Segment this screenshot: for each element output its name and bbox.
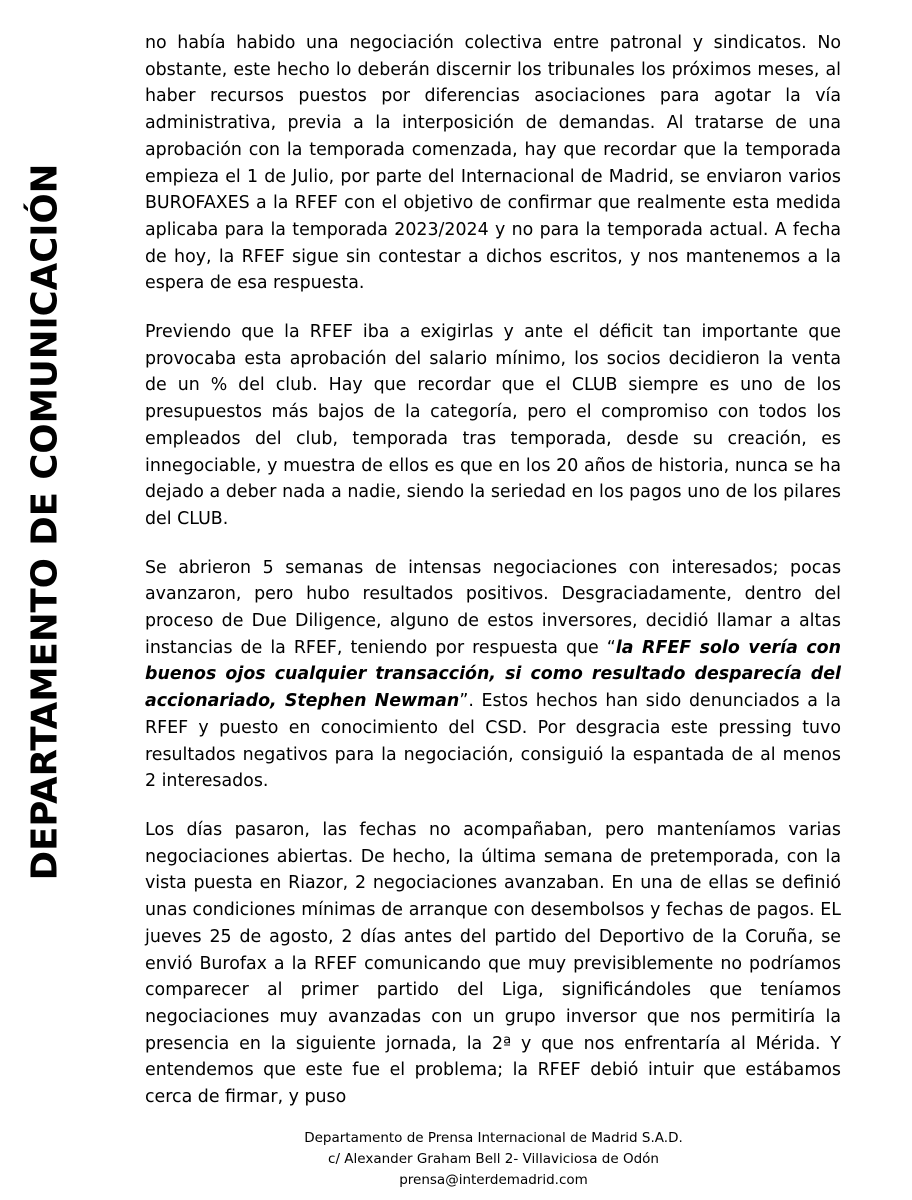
footer-email: prensa@interdemadrid.com (399, 1172, 588, 1188)
paragraph-3-quote: la RFEF solo vería con buenos ojos cualquier transacción, si como resultado desparecía del accionariado, Stephen Newman (145, 637, 841, 712)
paragraph-3-outro: ”. Estos hechos han sido denunciados a la RFEF y puesto en conocimiento del CSD. Por desgracia este pressing tuvo resultados negativos para la negociación, consiguió la espantada de al menos 2 interesados. (145, 691, 841, 792)
paragraph-1: no había habido una negociación colectiva entre patronal y sindicatos. No obstante, este hecho lo deberán discernir los tribunales los próximos meses, al haber recursos puestos por diferencias asociaciones para agotar la vía administrativa, previa a la interposición de demandas. Al tratarse de una aprobación con la temporada comenzada, hay que recordar que la temporada empieza el 1 de Julio, por parte del Internacional de Madrid, se enviaron varios BUROFAXES a la RFEF con el objetivo de confirmar que realmente esta medida aplicaba para la temporada 2023/2024 y no para la temporada actual. A fecha de hoy, la RFEF sigue sin contestar a dichos escritos, y nos mantenemos a la espera de esa respuesta. (145, 33, 841, 294)
footer-address: c/ Alexander Graham Bell 2- Villaviciosa de Odón (328, 1151, 659, 1167)
footer-department: Departamento de Prensa Internacional de Madrid S.A.D. (304, 1130, 683, 1146)
document-body (145, 30, 841, 1133)
paragraph-2: Previendo que la RFEF iba a exigirlas y ante el déficit tan importante que provocaba esta aprobación del salario mínimo, los socios decidieron la venta de un % del club. Hay que recordar que el CLUB siempre es uno de los presupuestos más bajos de la categoría, pero el compromiso con todos los empleados del club, temporada tras temporada, desde su creación, es innegociable, y muestra de ellos es que en los 20 años de historia, nunca se ha dejado a deber nada a nadie, siendo la seriedad en los pagos uno de los pilares del CLUB. (145, 322, 841, 529)
paragraph-3-intro: Se abrieron 5 semanas de intensas negociaciones con interesados; pocas avanzaron, pero hubo resultados positivos. Desgraciadamente, dentro del proceso de Due Diligence, alguno de estos inversores, decidió llamar a altas instancias de la RFEF, teniendo por respuesta que “ (145, 557, 841, 658)
paragraph-3 (145, 555, 841, 795)
paragraph-4: Los días pasaron, las fechas no acompañaban, pero manteníamos varias negociaciones abiertas. De hecho, la última semana de pretemporada, con la vista puesta en Riazor, 2 negociaciones avanzaban. En una de ellas se definió unas condiciones mínimas de arranque con desembolsos y fechas de pagos. EL jueves 25 de agosto, 2 días antes del partido del Deportivo de la Coruña, se envió Burofax a la RFEF comunicando que muy previsiblemente no podríamos comparecer al primer partido del Liga, significándoles que teníamos negociaciones muy avanzadas con un grupo inversor que nos permitiría la presencia en la siguiente jornada, la 2ª y que nos enfrentaría al Mérida. Y entendemos que este fue el problema; la RFEF debió intuir que estábamos cerca de firmar, y puso (145, 819, 841, 1108)
page-footer (0, 1128, 912, 1191)
department-vertical-title: DEPARTAMENTO DE COMUNICACIÓN (24, 163, 66, 881)
